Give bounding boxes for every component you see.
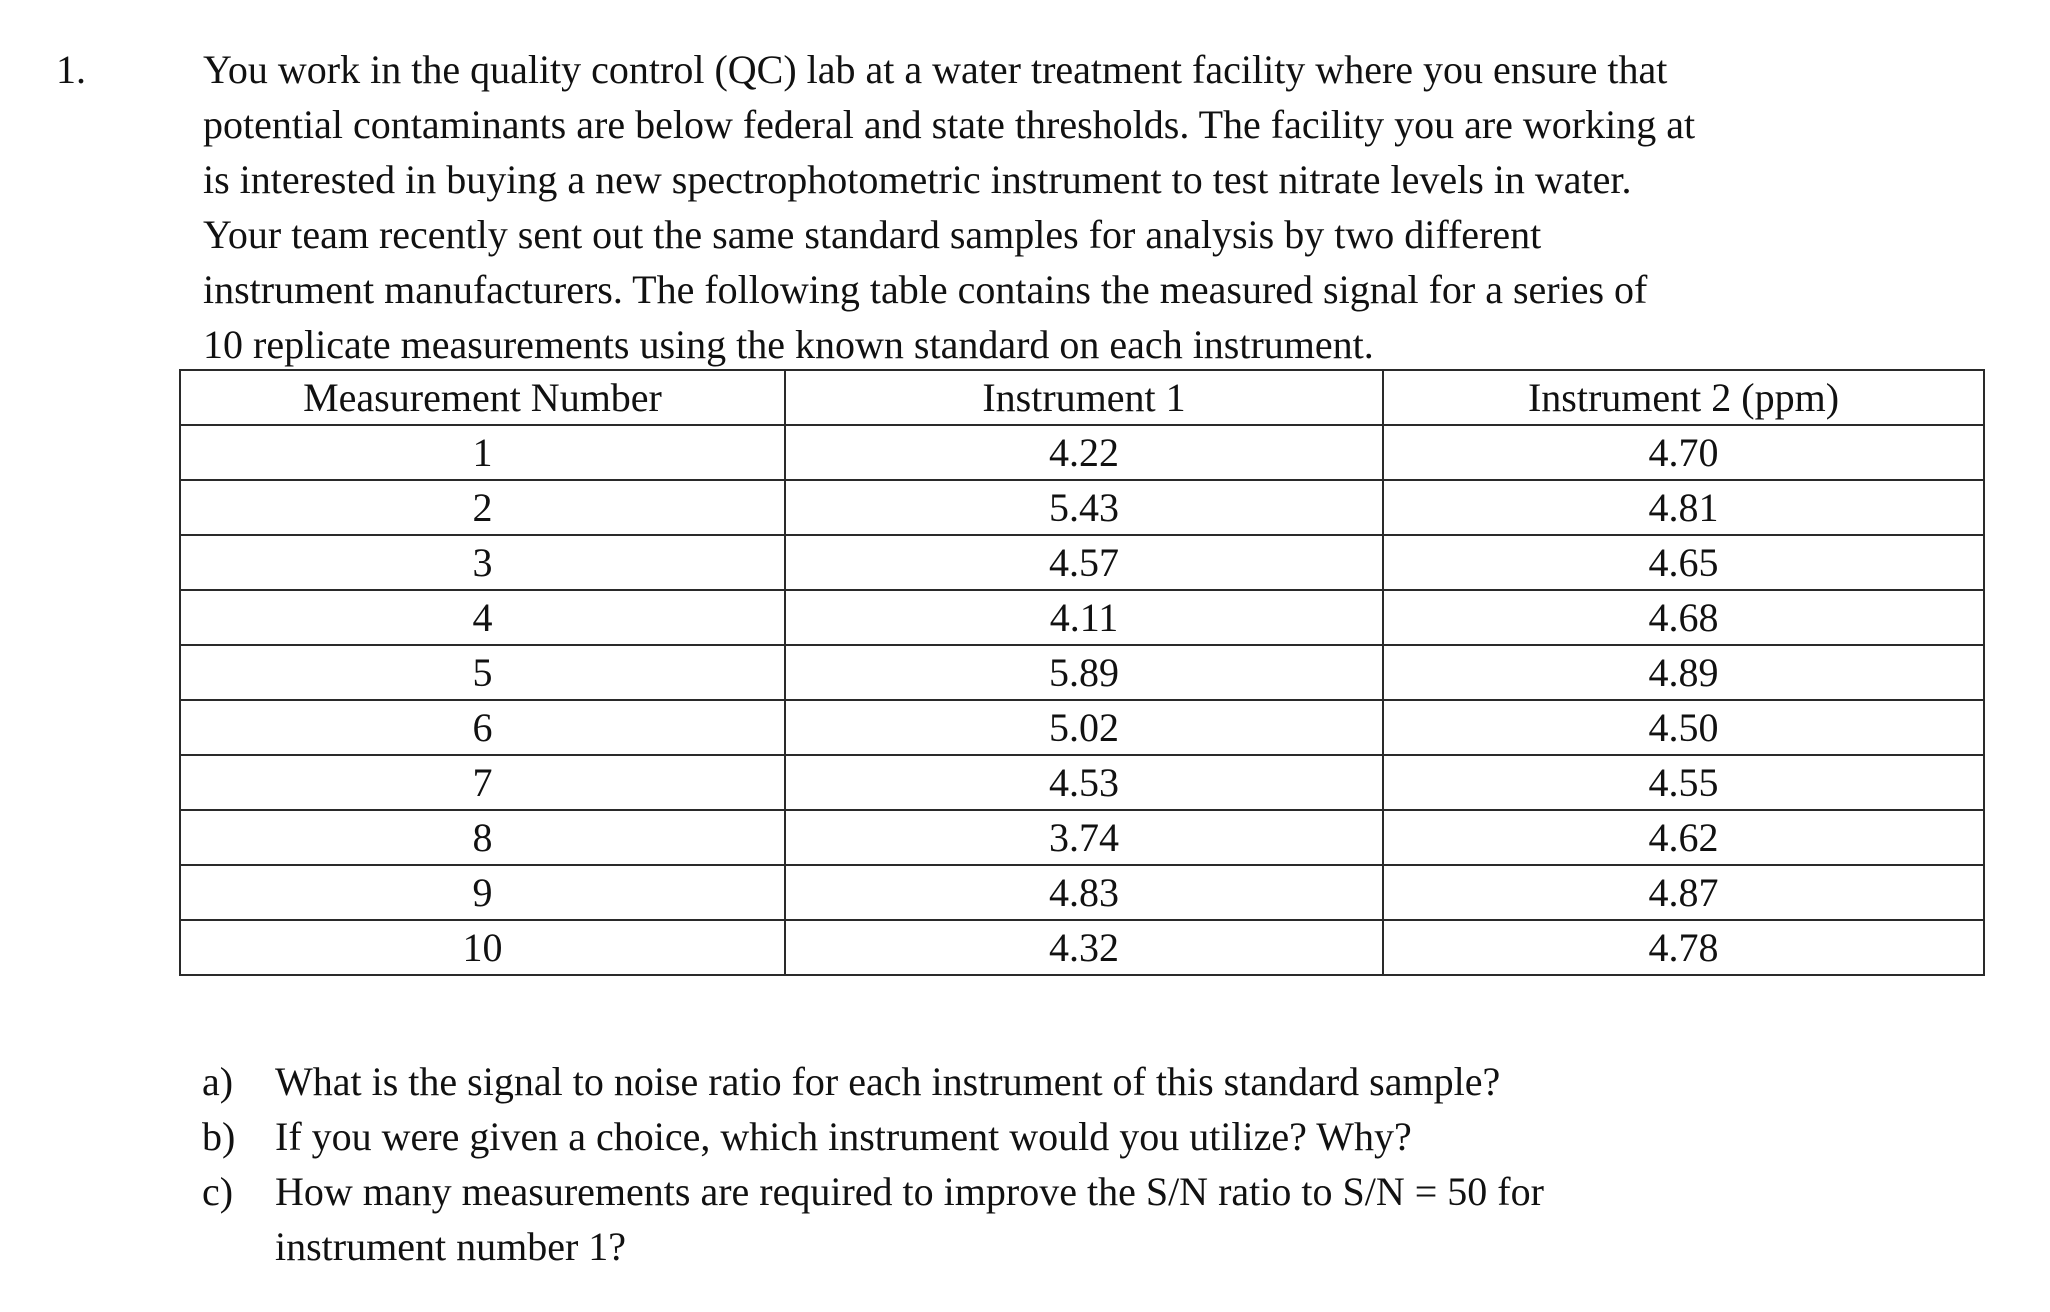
cell-measurement-number: 4 [180, 590, 785, 645]
cell-instrument-2: 4.70 [1383, 425, 1984, 480]
question-text: How many measurements are required to improve the S/N ratio to S/N = 50 for [275, 1169, 1544, 1214]
cell-instrument-2: 4.68 [1383, 590, 1984, 645]
cell-instrument-1: 4.32 [785, 920, 1383, 975]
cell-instrument-1: 4.57 [785, 535, 1383, 590]
cell-instrument-2: 4.87 [1383, 865, 1984, 920]
cell-measurement-number: 5 [180, 645, 785, 700]
cell-instrument-1: 5.89 [785, 645, 1383, 700]
header-instrument-2: Instrument 2 (ppm) [1383, 370, 1984, 425]
header-measurement-number: Measurement Number [180, 370, 785, 425]
table-row [180, 755, 1984, 810]
question-marker: a) [202, 1059, 234, 1104]
cell-instrument-2: 4.65 [1383, 535, 1984, 590]
cell-instrument-1: 4.83 [785, 865, 1383, 920]
cell-instrument-2: 4.62 [1383, 810, 1984, 865]
cell-instrument-1: 4.53 [785, 755, 1383, 810]
table-row [180, 700, 1984, 755]
table-row [180, 480, 1984, 535]
question-list [202, 1054, 1544, 1274]
cell-instrument-1: 3.74 [785, 810, 1383, 865]
table-row [180, 810, 1984, 865]
question-marker: c) [202, 1169, 234, 1214]
cell-instrument-2: 4.50 [1383, 700, 1984, 755]
cell-measurement-number: 9 [180, 865, 785, 920]
question-a [202, 1054, 1544, 1109]
cell-instrument-1: 4.22 [785, 425, 1383, 480]
cell-measurement-number: 3 [180, 535, 785, 590]
problem-statement-line: 10 replicate measurements using the known standard on each instrument. [203, 322, 1374, 367]
cell-instrument-1: 5.02 [785, 700, 1383, 755]
cell-instrument-2: 4.81 [1383, 480, 1984, 535]
cell-measurement-number: 10 [180, 920, 785, 975]
table-header-row [180, 370, 1984, 425]
problem-statement-line: potential contaminants are below federal and state thresholds. The facility you are working at [203, 102, 1696, 147]
problem-number: 1. [56, 47, 86, 92]
cell-instrument-2: 4.89 [1383, 645, 1984, 700]
cell-measurement-number: 1 [180, 425, 785, 480]
problem-statement-line: instrument manufacturers. The following table contains the measured signal for a series of [203, 267, 1648, 312]
table-row [180, 425, 1984, 480]
cell-measurement-number: 7 [180, 755, 785, 810]
cell-measurement-number: 8 [180, 810, 785, 865]
cell-instrument-2: 4.55 [1383, 755, 1984, 810]
table-row [180, 920, 1984, 975]
cell-measurement-number: 6 [180, 700, 785, 755]
problem-statement-line: is interested in buying a new spectrophotometric instrument to test nitrate levels in water. [203, 157, 1632, 202]
problem-statement [203, 42, 2003, 372]
cell-instrument-2: 4.78 [1383, 920, 1984, 975]
question-c [202, 1164, 1544, 1274]
cell-instrument-1: 4.11 [785, 590, 1383, 645]
question-text: What is the signal to noise ratio for each instrument of this standard sample? [275, 1059, 1501, 1104]
table-row [180, 645, 1984, 700]
problem-statement-line: Your team recently sent out the same standard samples for analysis by two different [203, 212, 1542, 257]
problem-statement-line: You work in the quality control (QC) lab at a water treatment facility where you ensure that [203, 47, 1668, 92]
table-row [180, 865, 1984, 920]
question-marker: b) [202, 1114, 236, 1159]
cell-measurement-number: 2 [180, 480, 785, 535]
table-row [180, 535, 1984, 590]
question-text: If you were given a choice, which instrument would you utilize? Why? [275, 1114, 1412, 1159]
question-b [202, 1109, 1544, 1164]
question-text-continued: instrument number 1? [275, 1224, 627, 1269]
header-instrument-1: Instrument 1 [785, 370, 1383, 425]
measurement-table [179, 369, 1985, 976]
cell-instrument-1: 5.43 [785, 480, 1383, 535]
table-row [180, 590, 1984, 645]
